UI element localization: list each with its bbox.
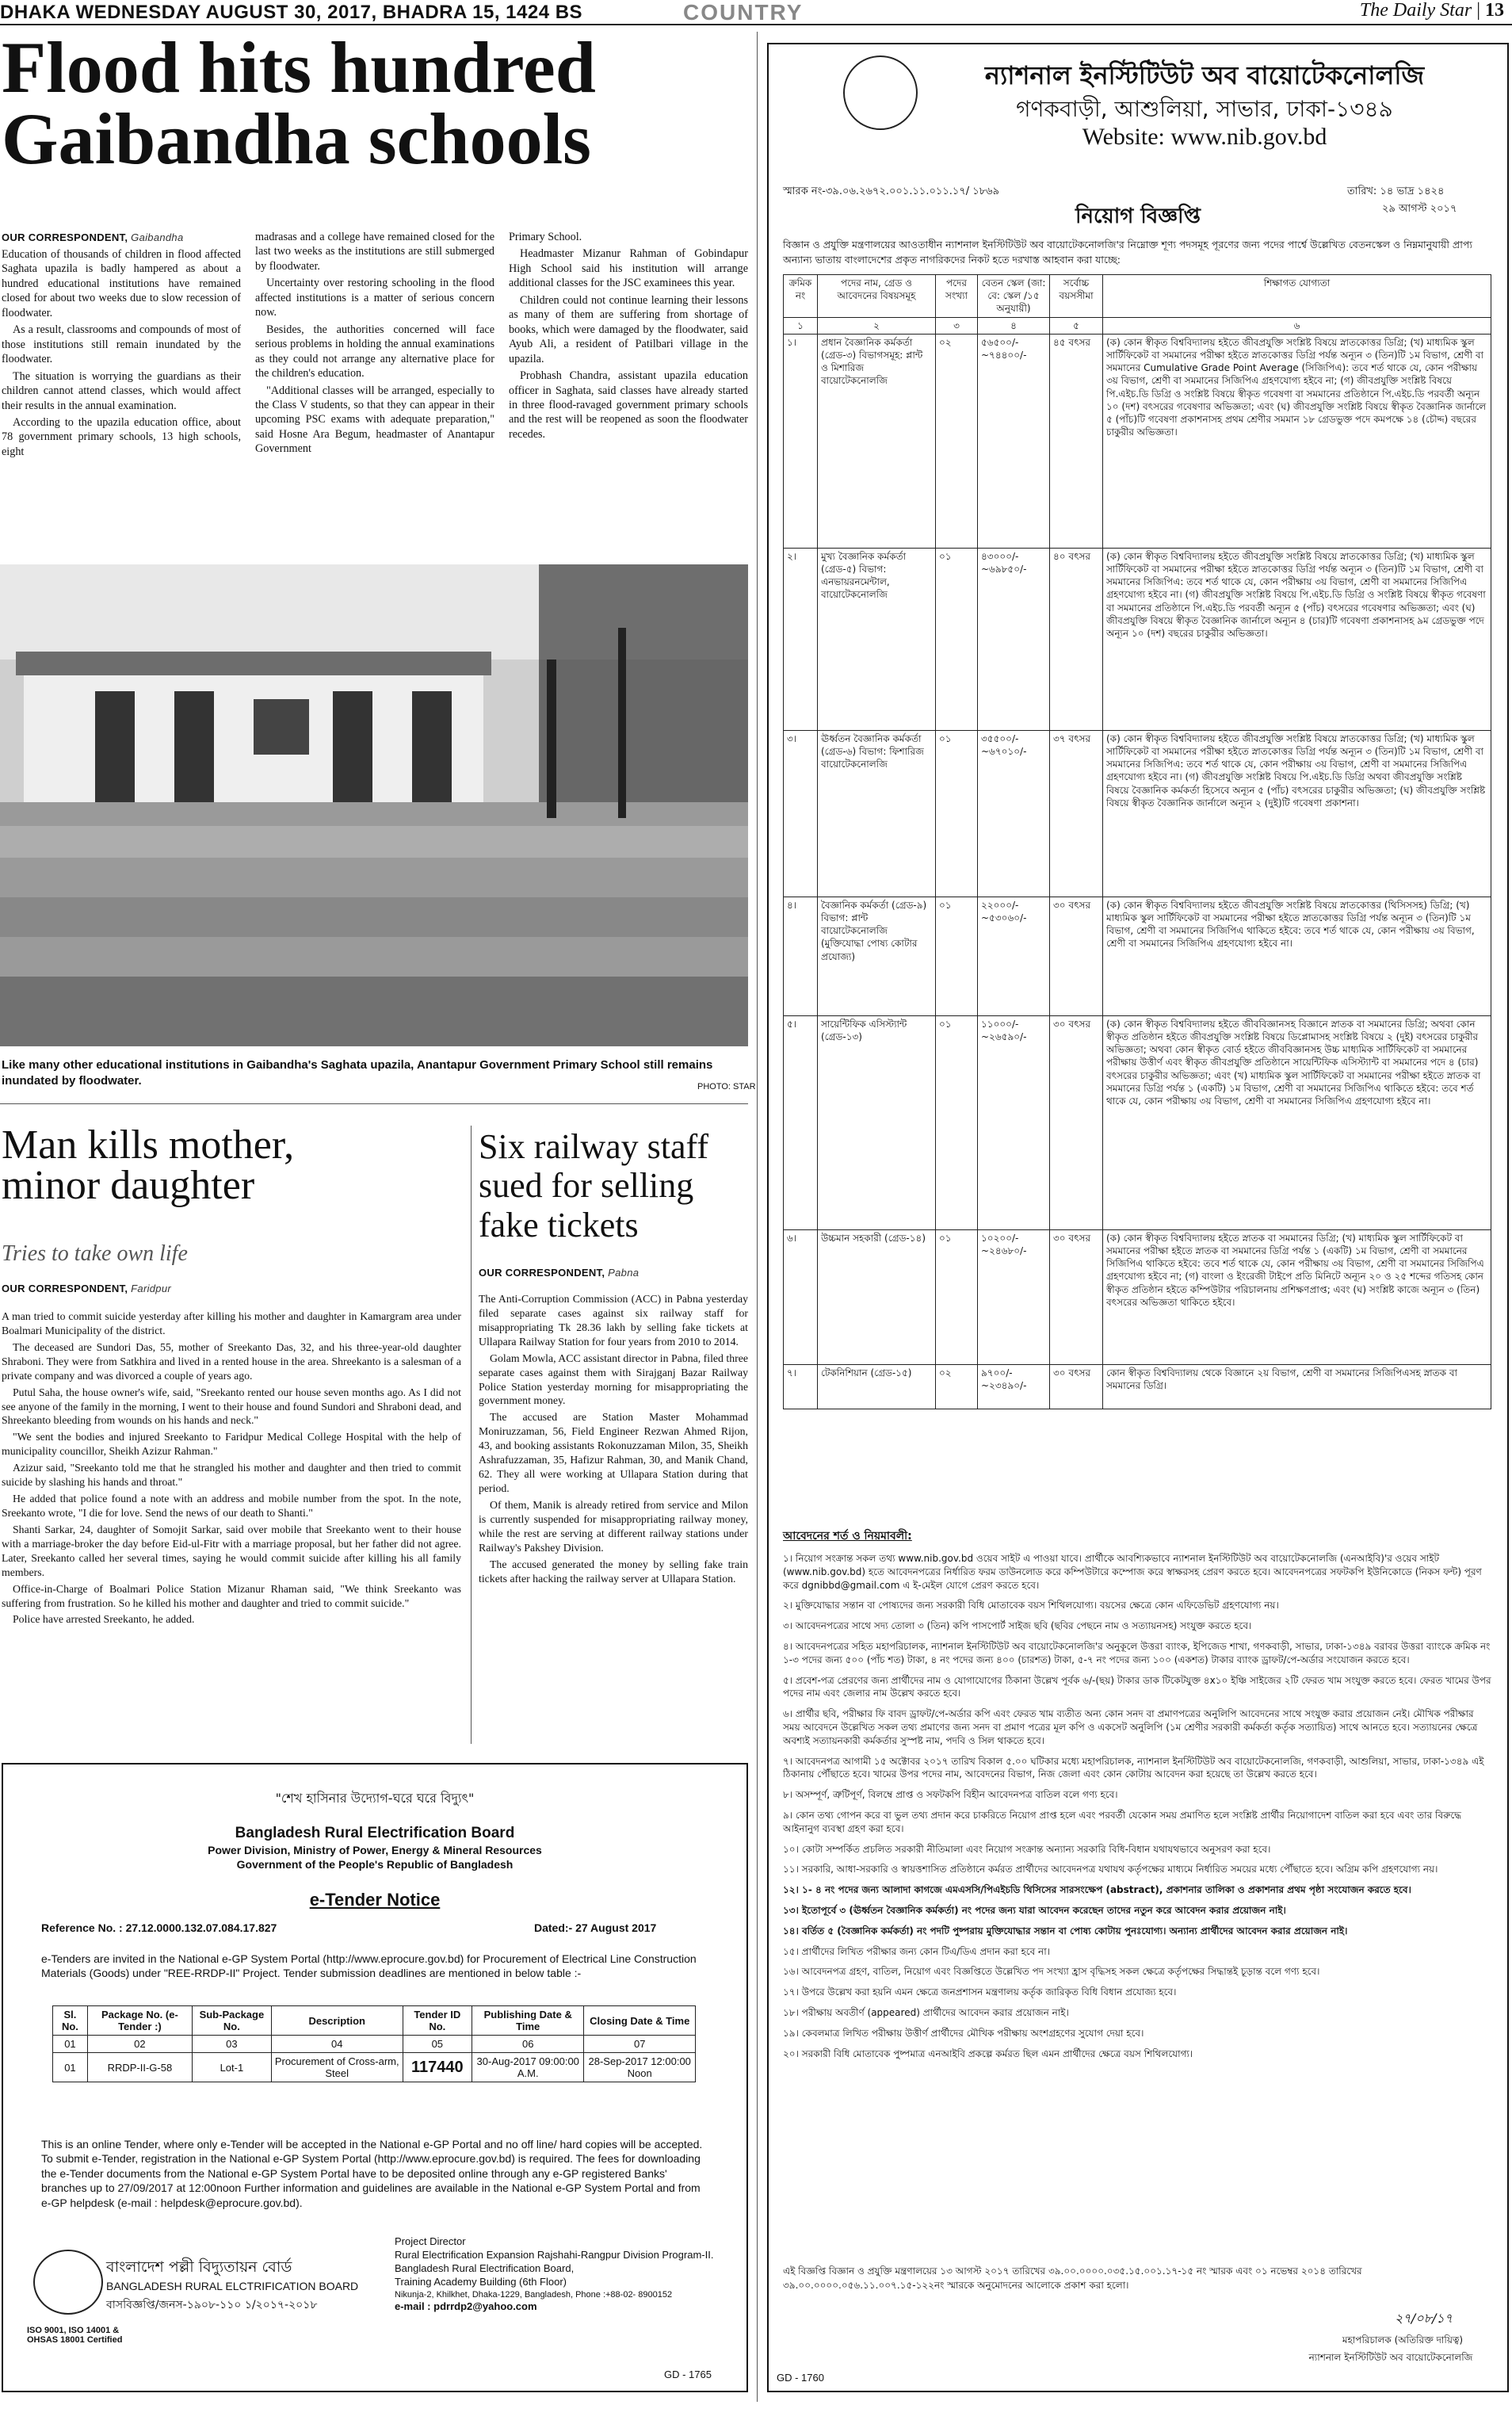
table-cell: (ক) কোন স্বীকৃত বিশ্ববিদ্যালয় হইতে জীবপ্রযুক্তি সংশ্লিষ্ট বিষয়ে স্নাতকোত্তর (থিসিসসহ) ডিগ্রি; (খ) মাধ্যমিক স্কুল সার্টিফিকেট বা সমমানের পরীক্ষা হইতে স্নাতকোত্তর ডিগ্রি পর্যন্ত অন্যূন ৩ (তিন)টি ১ম বিভাগ, শ্রেণী বা সমমানের সিজিপিএ থাকিতে হইবে: তবে শর্ত থাকে যে, কোন পরীক্ষায় ৩য় বিভাগ, শ্রেণী বা সমমানের সিজিপিএ গ্রহণযোগ্য হইবে না।: [1103, 897, 1491, 1015]
nib-conditions-title: আবেদনের শর্ত ও নিয়মাবলী:: [783, 1530, 912, 1543]
th-count: পদের সংখ্যা: [936, 275, 978, 318]
th-sl: Sl. No.: [53, 2006, 88, 2036]
table-cell: Procurement of Cross-arm, Steel: [271, 2053, 403, 2082]
table-cell: ১১০০০/- ~২৬৫৯০/-: [978, 1015, 1050, 1229]
etender-ref: Reference No. : 27.12.0000.132.07.084.17.827: [41, 1921, 277, 1934]
table-cell: 06: [472, 2036, 584, 2053]
nib-intro: বিজ্ঞান ও প্রযুক্তি মন্ত্রণালয়ের আওতাধীন ন্যাশনাল ইনস্টিটিউট অব বায়োটেকনোলজি'র নিম্নোক্ত শূণ্য পদসমূহ পূরণের জন্য পদের পার্শ্বে উল্লেখিত বেতনস্কেল ও নিম্নমানুযায়ী প্রাপ্য অন্যান্য ভাতায় বাংলাদেশের প্রকৃত নাগরিকদের নিকট হতে দরখাস্ত আহবান করা যাচ্ছে:: [783, 239, 1472, 266]
table-cell: ৩০ বৎসর: [1050, 1015, 1103, 1229]
table-cell: ৪৫ বৎসর: [1050, 334, 1103, 548]
nib-final-note: এই বিজ্ঞপ্তি বিজ্ঞান ও প্রযুক্তি মন্ত্রণালয়ের ১৩ আগস্ট ২০১৭ তারিখের ৩৯.০০.০০০০.০৩৫.১৫.০০১.১৭-১৫ নং স্মারক এবং ০১ নভেম্বর ২০১৪ তারিখের ৩৯.০০.০০০০.০৫৬.১১.০০৭.১৫-১২২নং স্মারকে অনুমোদনের আলোকে প্রকাশ করা হলো।: [783, 2265, 1362, 2291]
table-cell: ৪৩০০০/- ~৬৯৮৫০/-: [978, 548, 1050, 730]
etender-footer-text: This is an online Tender, where only e-Tender will be accepted in the National e-GP Portal and no off line/ hard copies will be accepted. To submit e-Tender, registration in the National e-GP System Portal (http://www.eprocure.gov.bd) is required. The fees for downloading the e-Tender documents from the National e-GP System Portal have to be deposited online through any e-GP registered Banks' branches up to 27/09/2017 at 12:00noon Further information and guidelines are available in the National e-GP System Portal and from e-GP helpdesk (e-mail : helpdesk@eprocure.gov.bd).: [41, 2138, 703, 2209]
nib-website: Website: www.nib.gov.bd: [1082, 124, 1327, 150]
table-cell: ৩০ বৎসর: [1050, 1229, 1103, 1364]
th-serial: ক্রমিক নং: [784, 275, 818, 318]
nib-date-bn: তারিখ: ১৪ ভাদ্র ১৪২৪: [1347, 185, 1445, 197]
table-cell: 01: [53, 2036, 88, 2053]
etender-dated: Dated:- 27 August 2017: [534, 1921, 657, 1934]
table-cell: ৪০ বৎসর: [1050, 548, 1103, 730]
table-row: [784, 1364, 1491, 1409]
flood-headline: Flood hits hundred Gaibandha schools: [2, 27, 596, 180]
table-cell: RRDP-II-G-58: [87, 2053, 192, 2082]
nib-name: ন্যাশনাল ইনস্টিটিউট অব বায়োটেকনোলজি: [984, 60, 1425, 90]
table-cell: ০২: [936, 1364, 978, 1409]
table-cell: ৯৭০০/- ~২৩৪৯০/-: [978, 1364, 1050, 1409]
etender-table: [52, 2005, 696, 2082]
table-cell: 01: [53, 2053, 88, 2082]
nib-notice-title: নিয়োগ বিজ্ঞপ্তি: [1075, 205, 1201, 228]
table-cell: ২।: [784, 548, 818, 730]
table-cell: (ক) কোন স্বীকৃত বিশ্ববিদ্যালয় হইতে জীবপ্রযুক্তি সংশ্লিষ্ট বিষয়ে স্নাতকোত্তর ডিগ্রি; (খ) মাধ্যমিক স্কুল সার্টিফিকেট বা সমমানের পরীক্ষা হইতে স্নাতকোত্তর ডিগ্রি পর্যন্ত অন্যূন ৩ (তিন)টি ১ম বিভাগ, শ্রেণী বা সমমানের সিজিপিএ: তবে শর্ত থাকে যে, কোন পরীক্ষায় ৩য় বিভাগ, শ্রেণী বা সমমানের সিজিপিএ গ্রহণযোগ্য হইবে না। (গ) জীবপ্রযুক্তি সংশ্লিষ্ট বিষয়ে পি.এইচ.ডি ডিগ্রি অথবা জীবপ্রযুক্তি সংশ্লিষ্ট বিষয়ে বৈজ্ঞানিক কর্মকর্তা হিসেবে অন্যূন ৫ (পাঁচ) বৎসরের চাকুরীর অভিজ্ঞতা; (ঘ) জীবপ্রযুক্তি সংশ্লিষ্ট বিষয়ে স্বীকৃত বৈজ্ঞানিক জার্নালে অন্যূন ২ (দুই)টি গবেষণা প্রকাশনা।: [1103, 730, 1491, 897]
table-cell: 05: [403, 2036, 472, 2053]
breb-name-bn: বাংলাদেশ পল্লী বিদ্যুতায়ন বোর্ড: [106, 2258, 292, 2276]
table-cell: 28-Sep-2017 12:00:00 Noon: [584, 2053, 696, 2082]
table-row: [784, 897, 1491, 1015]
flood-col-2: madrasas and a college have remained closed for the last two weeks as the institutions are still submerged by floodwater. Uncertainty over restoring schooling in the flood affected institutions is a matter of serious concern now. Besides, the authorities concerned will face serious problems in holding the annual examinations as they could not arrange any alternative place for the children's education. "Additional classes will be arranged, especially to the Class V students, so that they can appear in their upcoming PSC exams with adequate preparation," said Hosne Ara Begum, headmaster of Anantapur Government: [255, 231, 494, 456]
etender-ad: [2, 1763, 748, 2392]
nib-vacancy-table: [783, 274, 1491, 1409]
table-cell: ৩০ বৎসর: [1050, 897, 1103, 1015]
table-cell: ২২০০০/- ~৫৩০৬০/-: [978, 897, 1050, 1015]
table-cell: 07: [584, 2036, 696, 2053]
table-cell: সায়েন্টিফিক এসিস্ট্যান্ট (গ্রেড-১৩): [818, 1015, 936, 1229]
table-cell: ০১: [936, 897, 978, 1015]
table-cell: ০১: [936, 548, 978, 730]
mankills-body: A man tried to commit suicide yesterday after killing his mother and daughter in Kamargram area under Boalmari Municipality of the district. The deceased are Sundori Das, 55, mother of Sreekanto Das, 32, and his three-year-old daughter Shraboni. They were from Satkhira and lived in a rented house in the area. Shreekanto is a salesman of a private company and was divorced a couple of years ago. Putul Saha, the house owner's wife, said, "Sreekanto rented our house seven months ago. As I did not see anyone of the family in the morning, I went to their house and found Sundori and Shraboni dead, and Shreekanto bleeding from wounds on his hands and neck." "We sent the bodies and injured Sreekanto to Faridpur Medical College Hospital with the help of municipality councillor, Sheikh Azizur Rahman." Azizur said, "Sreekanto told me that he strangled his mother and daughter and then tried to commit suicide by slashing his hands and throat." He added that police found a note with an address and mobile number from the spot. In the note, Sreekanto wrote, "I die for love. Send the news of our death to Shanti." Shanti Sarkar, 24, daughter of Somojit Sarkar, said over mobile that Sreekanto went to their house with a marriage-broker the day before Eid-ul-Fitr with a marriage proposal, but her father did not agree. Later, Sreekanto called her several times, saying he would commit suicide after killing his all family members. Office-in-Charge of Boalmari Police Station Mizanur Rhaman said, "We think Sreekanto was suffering from frustration. So he killed his mother and daughter and tried to commit suicide." Police have arrested Sreekanto, he added.: [2, 1310, 461, 1626]
masthead: [0, 0, 1512, 25]
th-subpackage: Sub-Package No.: [192, 2006, 271, 2036]
th-publishing: Publishing Date & Time: [472, 2006, 584, 2036]
nib-signatory: মহাপরিচালক (অতিরিক্ত দায়িত্ব): [1342, 2334, 1464, 2346]
table-row: [784, 730, 1491, 897]
table-cell: ৬: [1103, 317, 1491, 334]
table-cell: (ক) কোন স্বীকৃত বিশ্ববিদ্যালয় হইতে জীবপ্রযুক্তি সংশ্লিষ্ট বিষয়ে স্নাতকোত্তর ডিগ্রি; (খ) মাধ্যমিক স্কুল সার্টিফিকেট বা সমমানের পরীক্ষা হইতে স্নাতকোত্তর ডিগ্রি পর্যন্ত অন্যূন ৩ (তিন)টি ১ম বিভাগ, শ্রেণী বা সমমানের সিজিপিএ: তবে শর্ত থাকে যে, কোন পরীক্ষায় ৩য় বিভাগ, শ্রেণী বা সমমানের সিজিপিএ গ্রহণযোগ্য হইবে না। (গ) জীবপ্রযুক্তি সংশ্লিষ্ট বিষয়ে পি.এইচ.ডি ডিগ্রি ও সংশ্লিষ্ট বিষয়ে স্বীকৃত গবেষণা বা সমমানের প্রতিষ্ঠানে পি.এইচ.ডি পরবর্তী অন্যূন ৫ (পাঁচ) বৎসরের গবেষণার অভিজ্ঞতা; এবং (ঘ) জীবপ্রযুক্তি বিষয়ে স্বীকৃত বৈজ্ঞানিক জার্নালে অন্যূন ৪ (চার)টি গবেষণা প্রকাশনাসহ ৯ম গ্রেডভুক্ত পদে অন্যূন ১০ (দশ) বছরের চাকুরীর অভিজ্ঞতা।: [1103, 548, 1491, 730]
section-name: COUNTRY: [683, 0, 804, 25]
table-cell: কোন স্বীকৃত বিশ্ববিদ্যালয় থেকে বিজ্ঞানে ২য় বিভাগ, শ্রেণী বা সমমানের সিজিপিএসহ স্নাতক বা সমমানের ডিগ্রি।: [1103, 1364, 1491, 1409]
railway-headline: Six railway staff sued for selling fake tickets: [479, 1127, 709, 1244]
table-cell: ৩।: [784, 730, 818, 897]
table-cell: (ক) কোন স্বীকৃত বিশ্ববিদ্যালয় হইতে জীবপ্রযুক্তি সংশ্লিষ্ট বিষয়ে স্নাতকোত্তর ডিগ্রি; (খ) মাধ্যমিক স্কুল সার্টিফিকেট বা সমমানের পরীক্ষা হইতে স্নাতকোত্তর ডিগ্রি পর্যন্ত অন্যূন ৩ (তিন)টি ১ম বিভাগ, শ্রেণী বা সমমানের Cumulative Grade Point Average (সিজিপিএ): তবে শর্ত থাকে যে, কোন পরীক্ষায় ৩য় বিভাগ, শ্রেণী বা সমমানের সিজিপিএ গ্রহণযোগ্য হইবে না; (গ) জীবপ্রযুক্তি সংশ্লিষ্ট বিষয়ে পি.এইচ.ডি ডিগ্রি ও সংশ্লিষ্ট বিষয়ে স্বীকৃত গবেষণা বা সমমানের প্রতিষ্ঠানে পি.এইচ.ডি পরবর্তী অন্যূন ১০ (দশ) বৎসরের গবেষণার অভিজ্ঞতা; এবং (ঘ) জীবপ্রযুক্তি সংশ্লিষ্ট বিষয়ে স্বীকৃত বৈজ্ঞানিক জার্নালে ৫ (পাঁচ)টি গবেষণা প্রকাশনাসহ প্রথম শ্রেণীর সমমান ১৮ গ্রেডভুক্ত পদে কমপক্ষে ১৪ (চৌদ্দ) বছরের চাকুরীর অভিজ্ঞতা।: [1103, 334, 1491, 548]
th-post: পদের নাম, গ্রেড ও আবেদনের বিষয়সমূহ: [818, 275, 936, 318]
nib-signature-date: ২৭/০৮/১৭: [1395, 2311, 1453, 2326]
table-cell: ৩৭ বৎসর: [1050, 730, 1103, 897]
nib-address: গণকবাড়ী, আশুলিয়া, সাভার, ঢাকা-১৩৪৯: [1016, 96, 1393, 122]
mankills-headline: Man kills mother, minor daughter: [2, 1122, 295, 1208]
table-cell: ৬।: [784, 1229, 818, 1364]
paper-name-page: The Daily Star | 13: [1359, 0, 1504, 21]
table-cell: ৭।: [784, 1364, 818, 1409]
table-cell: ০১: [936, 1229, 978, 1364]
breb-name-en: BANGLADESH RURAL ELCTRIFICATION BOARD: [106, 2280, 359, 2292]
flood-photo-caption: Like many other educational institutions in Gaibandha's Saghata upazila, Anantapur Government Primary School still remains inundated by floodwater.: [2, 1058, 713, 1088]
nib-date-en: ২৯ আগস্ট ২০১৭: [1382, 203, 1457, 215]
table-cell: ১।: [784, 334, 818, 548]
th-tender-id: Tender ID No.: [403, 2006, 472, 2036]
table-cell: Lot-1: [192, 2053, 271, 2082]
th-scale: বেতন স্কেল (জা: বে: স্কেল /১৫ অনুযায়ী): [978, 275, 1050, 318]
table-cell: ১০২০০/- ~২৪৬৮০/-: [978, 1229, 1050, 1364]
table-row: [784, 1015, 1491, 1229]
railway-byline: OUR CORRESPONDENT, Pabna: [479, 1267, 640, 1279]
masthead-date: DHAKA WEDNESDAY AUGUST 30, 2017, BHADRA 15, 1424 BS: [0, 2, 583, 23]
page-column-rule: [757, 32, 758, 2402]
table-cell: ৪: [978, 317, 1050, 334]
mankills-subhead: Tries to take own life: [2, 1241, 188, 1266]
flood-col-3: Primary School. Headmaster Mizanur Rahman of Gobindapur High School said his institution will arrange additional classes for the JSC examinees this year. Children could not continue learning their lessons as many of them are suffering from shortage of books, which were damaged by the floodwater, said Ayub Ali, a resident of Patilbari village in the upazila. Probhash Chandra, assistant upazila education officer in Saghata, said classes have already started in three flood-ravaged government primary schools and the rest will be reopened as soon the floodwater recedes.: [509, 231, 748, 441]
table-cell: ৫: [1050, 317, 1103, 334]
table-cell: ২: [818, 317, 936, 334]
table-cell: প্রধান বৈজ্ঞানিক কর্মকর্তা (গ্রেড-৩) বিভাগসমূহ: প্লান্ট ও মিশারিজ বায়োটেকনোলজি: [818, 334, 936, 548]
table-cell: ৫।: [784, 1015, 818, 1229]
table-cell: বৈজ্ঞানিক কর্মকর্তা (গ্রেড-৯) বিভাগ: প্লান্ট বায়োটেকনোলজি (মুক্তিযোদ্ধা পোষ্য কোটার প্রযোজ্য): [818, 897, 936, 1015]
table-cell: ঊর্ধ্বতন বৈজ্ঞানিক কর্মকর্তা (গ্রেড-৬) বিভাগ: ফিশারিজ বায়োটেকনোলজি: [818, 730, 936, 897]
table-cell: ১: [784, 317, 818, 334]
table-cell: 30-Aug-2017 09:00:00 A.M.: [472, 2053, 584, 2082]
etender-memo: বাসবিজ্ঞপ্তি/জনস-১৯০৮-১১০ ১/২০১৭-২০১৮: [106, 2299, 318, 2311]
nib-gd: GD - 1760: [777, 2372, 824, 2384]
nib-signatory-org: ন্যাশনাল ইনস্টিটিউট অব বায়োটেকনোলজি: [1308, 2352, 1473, 2363]
nib-ad: [767, 43, 1509, 2392]
etender-org: Bangladesh Rural Electrification Board: [235, 1825, 515, 1841]
etender-slogan: "শেখ হাসিনার উদ্যোগ-ঘরে ঘরে বিদ্যুৎ": [275, 1791, 475, 1806]
flooded-school-image: [0, 564, 748, 1046]
photo-credit: PHOTO: STAR: [697, 1082, 756, 1092]
table-cell: ৩৫৫০০/- ~৬৭০১০/-: [978, 730, 1050, 897]
th-qualification: শিক্ষাগত যোগ্যতা: [1103, 275, 1491, 318]
th-age: সর্বোচ্চ বয়সসীমা: [1050, 275, 1103, 318]
table-cell: ৩০ বৎসর: [1050, 1364, 1103, 1409]
flood-byline: OUR CORRESPONDENT, Gaibandha: [2, 231, 184, 243]
table-cell: ৩: [936, 317, 978, 334]
table-cell: (ক) কোন স্বীকৃত বিশ্ববিদ্যালয় হইতে স্নাতক বা সমমানের ডিগ্রি; (খ) মাধ্যমিক স্কুল সার্টিফিকেট বা সমমানের পরীক্ষা হইতে স্নাতক বা সমমানের ডিগ্রি পর্যন্ত ১ (একটি) ১ম বিভাগ, শ্রেণী বা সমমানের সিজিপিএ থাকিতে হইবে: তবে শর্ত থাকে যে, কোন পরীক্ষায় ৩য় বিভাগ, শ্রেণী বা সমমানের সিজিপিএ গ্রহণযোগ্য হইবে না; (গ) বাংলা ও ইংরেজী টাইপে প্রতি মিনিটে অন্যূন ২০ ও ২৫ শব্দের গতিসহ কোন স্বীকৃত প্রতিষ্ঠান হইতে কম্পিউটার পরিচালনায় প্রশিক্ষণপ্রাপ্ত; এবং (ঘ) সংশ্লিষ্ট কাজে অন্যূন ৩ (তিন) বৎসরের অভিজ্ঞতা থাকিতে হইবে।: [1103, 1229, 1491, 1364]
th-description: Description: [271, 2006, 403, 2036]
etender-intro: e-Tenders are invited in the National e-GP System Portal (http://www.eprocure.gov.bd) for Procurement of Electrical Line Construction Materials (Goods) under "REE-RRDP-II" Project. Tender submission deadlines are mentioned in below table :-: [41, 1952, 697, 1980]
breb-logo-icon: [33, 2250, 103, 2315]
nib-logo-icon: [843, 55, 918, 130]
iso-text: ISO 9001, ISO 14001 & OHSAS 18001 Certified: [27, 2326, 123, 2345]
table-cell: টেকনিশিয়ান (গ্রেড-১৫): [818, 1364, 936, 1409]
nib-conditions: ১। নিয়োগ সংক্রান্ত সকল তথ্য www.nib.gov.bd ওয়েব সাইট এ পাওয়া যাবে। প্রার্থীকে আবশ্যিকভাবে ন্যাশনাল ইনস্টিটিউট অব বায়োটেকনোলজি (এনআইবি)'র ওয়েব সাইট (www.nib.gov.bd) হতে আবেদনপত্রের নির্ধারিত ফরম ডাউনলোড করে কম্পিউটারে কম্পোজ করে স্বাক্ষরসহ প্রেরণ করতে হবে। আবেদনপত্রের সফটকপি ইউনিকোডে (নিকস ফন্ট) পূরণ করে dgnibbd@gmail.com এ ই-মেইল যোগে প্রেরণ করতে হবে। ২। মুক্তিযোদ্ধার সন্তান বা পোষ্যদের জন্য সরকারী বিধি মোতাবেক বয়স শিথিলযোগ্য। বয়সের ক্ষেত্রে কোন এফিডেভিট গ্রহণযোগ্য নয়। ৩। আবেদনপত্রের সাথে সদ্য তোলা ৩ (তিন) কপি পাসপোর্ট সাইজ ছবি (ছবির পেছনে নাম ও সত্যায়নসহ) সংযুক্ত করতে হবে। ৪। আবেদনপত্রের সহিত মহাপরিচালক, ন্যাশনাল ইনস্টিটিউট অব বায়োটেকনোলজি'র অনুকূলে উত্তরা ব্যাংক, ইপিজেড শাখা, গণকবাড়ী, সাভার, ঢাকা-১৩৪৯ বরাবর উত্তরা ব্যাংকে ক্রমিক নং ১-৩ পদের জন্য ৫০০ (পাঁচ শত) টাকা, ৪ নং পদের জন্য ৪০০ (চারশত) টাকা, ৫-৭ নং পদের জন্য ১০০ (একশত) টাকার ব্যাংক ড্রাফট/পে-অর্ডার সংযোজন করতে হবে। ৫। প্রবেশ-পত্র প্রেরণের জন্য প্রার্থীদের নাম ও যোগাযোগের ঠিকানা উল্লেখ পূর্বক ৬/-(ছয়) টাকার ডাক টিকেটযুক্ত ৪x১০ ইঞ্চি সাইজের ২টি ফেরত খাম সংযুক্ত করতে হবে। ফেরত খামের উপর পদের নাম এবং জেলার নাম উল্লেখ করতে হবে। ৬। প্রার্থীর ছবি, পরীক্ষার ফি বাবদ ড্রাফট/পে-অর্ডার কপি এবং ফেরত খাম ব্যতীত অন্য কোন সনদ বা প্রমাণপত্রের অনুলিপি আবেদনের সাথে সংযুক্ত করার প্রয়োজন নেই। মৌখিক পরীক্ষার সময় আবেদনে উল্লেখিত সকল তথ্য প্রমাণের জন্য সনদ বা প্রমাণ পত্রের মূল কপি ও একসেট অনুলিপি (১ম শ্রেণীর সরকারী কর্মকর্তা কর্তৃক সত্যায়িত) সাথে আনতে হবে। সত্যায়নের ক্ষেত্রে অবশ্যই সত্যায়নকারী কর্মকর্তার সুস্পষ্ট নাম, পদবি ও সিল থাকতে হবে। ৭। আবেদনপত্র আগামী ১৫ অক্টোবর ২০১৭ তারিখ বিকাল ৫.০০ ঘটিকার মধ্যে মহাপরিচালক, ন্যাশনাল ইনস্টিটিউট অব বায়োটেকনোলজি, গণকবাড়ী, আশুলিয়া, সাভার, ঢাকা-১৩৪৯ এই ঠিকানায় পৌঁছাতে হবে। খামের উপর পদের নাম, আবেদনের বিভাগ, নিজ জেলা এবং কোন কোটায় আবেদন করা হয়েছে তা উল্লেখ করতে হবে। ৮। অসম্পূর্ণ, ত্রুটিপূর্ণ, বিলম্বে প্রাপ্ত ও সফটকপি বিহীন আবেদনপত্র বাতিল বলে গণ্য হবে। ৯। কোন তথ্য গোপন করে বা ভুল তথ্য প্রদান করে চাকরিতে নিয়োগ প্রাপ্ত হলে এবং পরবর্তী যেকোন সময় প্রমাণিত হলে সংশ্লিষ্ট প্রার্থীর নিয়োগাদেশ বাতিল করা হবে এবং তার বিরুদ্ধে আইনানুগ ব্যবস্থা গ্রহণ করা হবে। ১০। কোটা সম্পর্কিত প্রচলিত সরকারী নীতিমালা এবং নিয়োগ সংক্রান্ত অন্যান্য সরকারি বিধি-বিধান যথাযথভাবে অনুসরণ করা হবে। ১১। সরকারি, আধা-সরকারি ও স্বায়ত্তশাসিত প্রতিষ্ঠানে কর্মরত প্রার্থীদের আবেদনপত্র যথাযথ কর্তৃপক্ষের মাধ্যমে নির্ধারিত সময়ের মধ্যে পৌঁছাতে হবে। অগ্রিম কপি গ্রহণযোগ্য নয়। ১২। ১- ৪ নং পদের জন্য আলাদা কাগজে এমএসসি/পিএইচডি থিসিসের সারসংক্ষেপ (abstract), প্রকাশনার তালিকা ও প্রকাশনার প্রথম পৃষ্ঠা সংযোজন করতে হবে। ১৩। ইতোপূর্বে ৩ (ঊর্ধ্বতন বৈজ্ঞানিক কর্মকর্তা) নং পদের জন্য যারা আবেদন করেছেন তাদের নতুন করে আবেদন করার প্রয়োজন নাই। ১৪। বর্তিত ৫ (বৈজ্ঞানিক কর্মকর্তা) নং পদটি পুষ্পরায় মুক্তিযোদ্ধার সন্তান বা পোষ্য কোটায় পুনঃযোগ্য। অন্যান্য প্রার্থীদের আবেদন করার প্রয়োজন নাই। ১৫। প্রার্থীদের লিখিত পরীক্ষার জন্য কোন টিএ/ডিএ প্রদান করা হবে না। ১৬। আবেদনপত্র গ্রহণ, বাতিল, নিয়োগ এবং বিজ্ঞপ্তিতে উল্লেখিত পদ সংখ্যা হ্রাস বৃদ্ধিসহ সকল ক্ষেত্রে কর্তৃপক্ষের সিদ্ধান্তই চূড়ান্ত বলে গণ্য হবে। ১৭। উপরে উল্লেখ করা হয়নি এমন ক্ষেত্রে জনপ্রশাসন মন্ত্রণালয় কর্তৃক জারিকৃত বিধি বিধান প্রযোজ্য হবে। ১৮। পরীক্ষায় অবতীর্ণ (appeared) প্রার্থীদের আবেদন করার প্রয়োজন নাই। ১৯। কেবলমাত্র লিখিত পরীক্ষায় উত্তীর্ণ প্রার্থীদের মৌখিক পরীক্ষায় অংশগ্রহণের সুযোগ দেয়া হবে। ২০। সরকারী বিধি মোতাবেক পুষ্পমাত্র এনআইবি প্রকল্পে কর্মরত ছিল এমন প্রার্থীদের ক্ষেত্রে বয়স শিথিলযোগ্য।: [783, 1553, 1491, 2059]
table-cell: 02: [87, 2036, 192, 2053]
table-row: [784, 548, 1491, 730]
table-cell: ৫৬৫০০/- ~৭৪৪০০/-: [978, 334, 1050, 548]
railway-body: The Anti-Corruption Commission (ACC) in Pabna yesterday filed separate cases against six railway staff for misappropriating Tk 28.36 lakh by selling fake tickets at Ullapara Railway Station for four years from 2010 to 2014. Golam Mowla, ACC assistant director in Pabna, filed three separate cases against them with Sirajganj Bazar Railway Police Station yesterday morning for misappropriating the government money. The accused are Station Master Mohammad Moniruzzaman, 56, Field Engineer Rezwan Ahmed Rijon, 43, and booking assistants Rokonuzzaman Milon, 35, Sheikh Ashrafuzzaman, 35, Hafizur Rahman, 30, and Manik Chand, 62. They all were working at Ullapara Station during that period. Of them, Manik is already retired from service and Milon is currently suspended for misappropriating railway money, while the rest are serving at different railway stations under Railway's Pakshey Division. The accused generated the money by selling fake train tickets after hacking the railway server at Ullapara Station.: [479, 1293, 748, 1585]
table-cell: মুখ্য বৈজ্ঞানিক কর্মকর্তা (গ্রেড-৫) বিভাগ: এনভায়রনমেন্টাল, বায়োটেকনোলজি: [818, 548, 936, 730]
table-row: [784, 334, 1491, 548]
table-cell: 04: [271, 2036, 403, 2053]
etender-division: Power Division, Ministry of Power, Energy & Mineral Resources: [208, 1844, 542, 1856]
table-cell: ০২: [936, 334, 978, 548]
th-package: Package No. (e-Tender :): [87, 2006, 192, 2036]
mankills-byline: OUR CORRESPONDENT, Faridpur: [2, 1283, 171, 1294]
flood-photo: [0, 564, 748, 1046]
etender-govt: Government of the People's Republic of Bangladesh: [236, 1858, 514, 1871]
tender-id-cell: 117440: [403, 2053, 472, 2082]
divider: [0, 1103, 748, 1104]
table-row: [784, 1229, 1491, 1364]
nib-memo: স্মারক নং-৩৯.০৬.২৬৭২.০০১.১১.০১১.১৭/ ১৮৬৯: [783, 185, 1000, 197]
table-cell: 03: [192, 2036, 271, 2053]
table-cell: ৪।: [784, 897, 818, 1015]
flood-col-1: Education of thousands of children in flood affected Saghata upazila is badly hampered as about a hundred educational institutions have remained closed for about two weeks due to slow recession of floodwater. As a result, classrooms and compounds of most of those institutions still remain inundated by the floodwater. The situation is worrying the guardians as their children cannot attend classes, which would affect their results in the annual examination. According to the upazila education office, about 78 government primary schools, 13 high schools, eight: [2, 248, 241, 458]
table-cell: উচ্চমান সহকারী (গ্রেড-১৪): [818, 1229, 936, 1364]
project-director-block: Project Director Rural Electrification Expansion Rajshahi-Rangpur Division Program-II. Bangladesh Rural Electrification Board, Training Academy Building (6th Floor) Nikunja-2, Khilkhet, Dhaka-1229, Bangladesh, Phone :+88-02- 8900152 e-mail : pdrrdp2@yahoo.com: [395, 2235, 714, 2312]
table-cell: ০১: [936, 730, 978, 897]
table-cell: ০১: [936, 1015, 978, 1229]
table-cell: (ক) কোন স্বীকৃত বিশ্ববিদ্যালয় হইতে জীববিজ্ঞানসহ বিজ্ঞানে স্নাতক বা সমমানের ডিগ্রি; অথবা কোন স্বীকৃত প্রতিষ্ঠান হইতে জীবপ্রযুক্তি সংশ্লিষ্ট বিষয়ে ডিপ্লোমাসহ সংশ্লিষ্ট বিষয়ে ২ (দুই) বৎসরের চাকুরীর অভিজ্ঞতা; অথবা কোন স্বীকৃত বোর্ড হইতে জীববিজ্ঞানসহ উচ্চ মাধ্যমিক সার্টিফিকেট বা সমমানের পরীক্ষায় উত্তীর্ণ এবং স্বীকৃত জীবপ্রযুক্তি প্রতিষ্ঠানে সায়েন্টিফিক এসিস্ট্যান্ট বা সমমানের পদে ৪ (চার) বৎসরের চাকুরীর অভিজ্ঞতা; এবং (খ) মাধ্যমিক স্কুল সার্টিফিকেট বা সমমানের পরীক্ষা হইতে স্নাতক বা সমমানের ডিগ্রি পর্যন্ত ১ (একটি) ১ম বিভাগ, শ্রেণী বা সমমানের সিজিপিএ থাকিতে হইবে: তবে শর্ত থাকে যে, কোন পরীক্ষায় ৩য় বিভাগ, শ্রেণী বা সমমানের সিজিপিএ গ্রহণযোগ্য হইবে না।: [1103, 1015, 1491, 1229]
etender-title: e-Tender Notice: [309, 1890, 441, 1910]
column-rule: [471, 1126, 472, 1744]
th-closing: Closing Date & Time: [584, 2006, 696, 2036]
etender-gd: GD - 1765: [664, 2369, 712, 2380]
